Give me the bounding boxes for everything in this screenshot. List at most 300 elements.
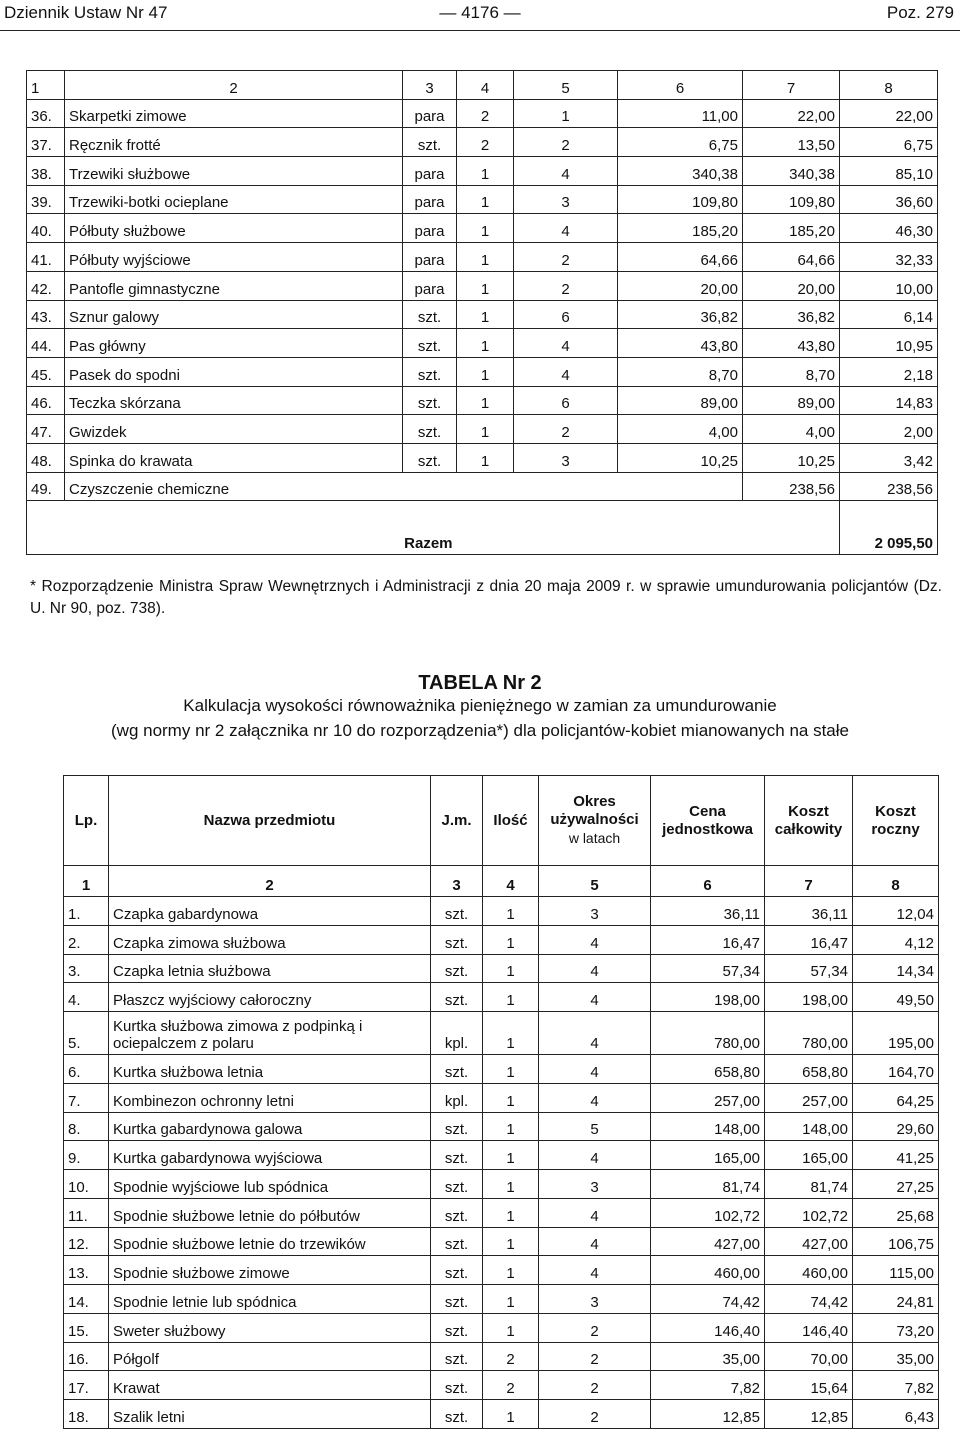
cell-unit-price: 11,00 [618,99,743,128]
cell-qty: 1 [483,897,539,926]
cell-qty: 1 [457,185,514,214]
col-number: 6 [651,866,765,897]
cell-unit: szt. [403,443,457,472]
cell-period: 6 [514,386,618,415]
cell-total-cost: 198,00 [765,983,853,1012]
table-row [64,897,939,926]
cell-lp: 39. [27,185,65,214]
cell-lp: 46. [27,386,65,415]
cell-unit: szt. [431,1141,483,1170]
cell-total-cost: 238,56 [743,472,840,501]
cell-unit: szt. [431,925,483,954]
cell-total-cost: 70,00 [765,1342,853,1371]
cell-unit-price: 7,82 [651,1371,765,1400]
table-row [27,271,938,300]
cell-qty: 1 [483,925,539,954]
cell-name: Trzewiki służbowe [65,157,403,186]
cell-name: Półbuty wyjściowe [65,243,403,272]
cell-unit: para [403,185,457,214]
cell-period: 1 [514,99,618,128]
col-header-price-line-2: jednostkowa [662,820,753,838]
cell-name: Spodnie służbowe zimowe [109,1256,431,1285]
cell-annual-cost: 24,81 [853,1285,939,1314]
cell-unit: szt. [431,1256,483,1285]
cell-unit: szt. [431,1285,483,1314]
cell-total-cost: 16,47 [765,925,853,954]
table-row [64,1012,939,1055]
table-row [64,1371,939,1400]
cell-annual-cost: 25,68 [853,1198,939,1227]
table-row [64,1400,939,1429]
cell-annual-cost: 35,00 [853,1342,939,1371]
table-row [64,1342,939,1371]
cell-name: Czapka gabardynowa [109,897,431,926]
cell-annual-cost: 22,00 [840,99,938,128]
table-row [64,1055,939,1084]
col-header-total-line-1: Koszt [788,802,829,820]
cell-qty: 1 [457,357,514,386]
cell-name: Ręcznik frotté [65,128,403,157]
cell-lp: 47. [27,415,65,444]
col-number: 3 [403,71,457,100]
cell-annual-cost: 164,70 [853,1055,939,1084]
sum-spacer [743,501,840,555]
table-row [64,1141,939,1170]
cell-annual-cost: 7,82 [853,1371,939,1400]
cell-total-cost: 13,50 [743,128,840,157]
cell-annual-cost: 115,00 [853,1256,939,1285]
col-number: 5 [514,71,618,100]
cell-period: 4 [539,1198,651,1227]
sum-label: Razem [27,501,743,555]
cell-name: Kurtka służbowa zimowa z podpinką i ociepalczem z polaru [109,1012,431,1055]
cell-unit-price: 658,80 [651,1055,765,1084]
cell-annual-cost: 85,10 [840,157,938,186]
col-number: 2 [109,866,431,897]
cell-unit: kpl. [431,1083,483,1112]
cell-name: Półgolf [109,1342,431,1371]
cell-name: Teczka skórzana [65,386,403,415]
cell-annual-cost: 10,95 [840,329,938,358]
cell-name: Sweter służbowy [109,1313,431,1342]
cell-name: Płaszcz wyjściowy całoroczny [109,983,431,1012]
cell-annual-cost: 14,34 [853,954,939,983]
col-header-name: Nazwa przedmiotu [109,776,431,866]
cell-period: 4 [514,357,618,386]
cell-name: Sznur galowy [65,300,403,329]
cell-lp: 42. [27,271,65,300]
table-row [64,1198,939,1227]
col-number: 1 [64,866,109,897]
cell-unit: para [403,157,457,186]
cell-qty: 1 [457,271,514,300]
cell-lp: 17. [64,1371,109,1400]
table-row [64,1227,939,1256]
cell-qty: 2 [483,1371,539,1400]
cell-name: Skarpetki zimowe [65,99,403,128]
cell-lp: 45. [27,357,65,386]
cell-annual-cost: 4,12 [853,925,939,954]
col-number: 8 [840,71,938,100]
cell-period: 2 [514,243,618,272]
cell-annual-cost: 73,20 [853,1313,939,1342]
cell-qty: 1 [483,954,539,983]
cell-unit: szt. [431,1371,483,1400]
cell-unit-price: 6,75 [618,128,743,157]
cell-total-cost: 74,42 [765,1285,853,1314]
col-header-total [765,776,853,866]
cell-annual-cost: 6,43 [853,1400,939,1429]
cell-period: 2 [539,1400,651,1429]
cell-qty: 1 [483,1083,539,1112]
cell-period: 3 [514,443,618,472]
cell-annual-cost: 64,25 [853,1083,939,1112]
cell-unit-price: 57,34 [651,954,765,983]
cell-unit: szt. [431,1342,483,1371]
table-2-number-row [64,866,939,897]
cell-name: Pasek do spodni [65,357,403,386]
table-row [27,357,938,386]
cell-annual-cost: 2,00 [840,415,938,444]
cell-unit: szt. [431,897,483,926]
cell-unit-price: 16,47 [651,925,765,954]
cell-qty: 1 [457,329,514,358]
cell-lp: 18. [64,1400,109,1429]
cell-period: 4 [539,1055,651,1084]
col-number: 4 [457,71,514,100]
cell-period: 4 [539,1227,651,1256]
cell-lp: 14. [64,1285,109,1314]
cell-lp: 8. [64,1112,109,1141]
cell-period: 4 [539,983,651,1012]
cell-total-cost: 57,34 [765,954,853,983]
table-row [64,1313,939,1342]
cell-annual-cost: 6,14 [840,300,938,329]
cell-name: Pantofle gimnastyczne [65,271,403,300]
cell-unit-price: 81,74 [651,1170,765,1199]
cell-annual-cost: 27,25 [853,1170,939,1199]
cell-total-cost: 109,80 [743,185,840,214]
cell-unit-price: 198,00 [651,983,765,1012]
cell-qty: 1 [483,1112,539,1141]
cell-name: Spinka do krawata [65,443,403,472]
cell-qty: 2 [483,1342,539,1371]
cell-unit: szt. [403,415,457,444]
cell-name: Pas główny [65,329,403,358]
cell-annual-cost: 12,04 [853,897,939,926]
cell-unit-price: 102,72 [651,1198,765,1227]
cell-qty: 1 [483,1170,539,1199]
cell-unit: kpl. [431,1012,483,1055]
cell-unit: szt. [403,329,457,358]
table-row [27,99,938,128]
table-row [27,386,938,415]
col-header-period-line-2: używalności [550,811,639,828]
table-row [27,415,938,444]
sum-row [27,501,938,555]
cell-lp: 36. [27,99,65,128]
cell-unit-price: 10,25 [618,443,743,472]
cell-unit: para [403,214,457,243]
col-header-qty: Ilość [483,776,539,866]
table-row [64,983,939,1012]
cell-annual-cost: 36,60 [840,185,938,214]
col-number: 3 [431,866,483,897]
col-header-period [539,776,651,866]
cell-unit-price: 89,00 [618,386,743,415]
cell-unit-price: 35,00 [651,1342,765,1371]
table-1-number-row [27,71,938,100]
cell-lp: 16. [64,1342,109,1371]
cell-lp: 12. [64,1227,109,1256]
cell-unit-price: 340,38 [618,157,743,186]
cell-unit: para [403,271,457,300]
table-row [64,1083,939,1112]
cell-unit-price: 109,80 [618,185,743,214]
cell-unit-price: 185,20 [618,214,743,243]
cell-name: Półbuty służbowe [65,214,403,243]
cell-qty: 2 [457,128,514,157]
cell-name: Kurtka gabardynowa wyjściowa [109,1141,431,1170]
cell-lp: 37. [27,128,65,157]
cell-unit: szt. [431,983,483,1012]
cell-unit: szt. [403,357,457,386]
cell-total-cost: 780,00 [765,1012,853,1055]
table-row [64,925,939,954]
cell-qty: 2 [457,99,514,128]
col-header-annual-line-2: roczny [871,820,920,838]
cell-period: 4 [539,1083,651,1112]
cell-period: 2 [539,1313,651,1342]
cell-total-cost: 10,25 [743,443,840,472]
cell-lp: 1. [64,897,109,926]
cell-annual-cost: 2,18 [840,357,938,386]
cell-total-cost: 12,85 [765,1400,853,1429]
cell-unit: szt. [431,1198,483,1227]
sum-value: 2 095,50 [840,501,938,555]
table-row [27,300,938,329]
cell-qty: 1 [483,1055,539,1084]
cell-qty: 1 [457,415,514,444]
cell-lp: 43. [27,300,65,329]
page-header [0,0,960,31]
cell-qty: 1 [483,1012,539,1055]
page-number: — 4176 — [439,3,521,22]
table-row [27,472,938,501]
cell-annual-cost: 6,75 [840,128,938,157]
footnote: * Rozporządzenie Ministra Spraw Wewnętrznych i Administracji z dnia 20 maja 2009 r. w sprawie umundurowania policjantów (Dz. U. Nr 90, poz. 738). [30,578,942,617]
col-header-annual [853,776,939,866]
cell-total-cost: 89,00 [743,386,840,415]
cell-name: Szalik letni [109,1400,431,1429]
col-header-period-line-3: w latach [568,830,621,846]
table-1-body [27,71,938,555]
cell-unit: szt. [403,300,457,329]
cell-total-cost: 427,00 [765,1227,853,1256]
cell-qty: 1 [457,243,514,272]
cell-total-cost: 8,70 [743,357,840,386]
cell-total-cost: 102,72 [765,1198,853,1227]
table-2 [63,775,939,1429]
cell-qty: 1 [457,300,514,329]
cell-name: Gwizdek [65,415,403,444]
cell-lp: 6. [64,1055,109,1084]
cell-total-cost: 257,00 [765,1083,853,1112]
table-2-subtitle-line-2: (wg normy nr 2 załącznika nr 10 do rozporządzenia*) dla policjantów-kobiet mianowanych na stałe [111,721,849,740]
cell-annual-cost: 3,42 [840,443,938,472]
cell-unit-price: 8,70 [618,357,743,386]
cell-name: Czapka zimowa służbowa [109,925,431,954]
cell-lp: 41. [27,243,65,272]
col-number: 1 [27,71,65,100]
table-row [64,954,939,983]
cell-unit-price: 43,80 [618,329,743,358]
cell-annual-cost: 14,83 [840,386,938,415]
cell-unit-price: 36,11 [651,897,765,926]
col-number: 7 [765,866,853,897]
col-header-unit: J.m. [431,776,483,866]
cell-unit: szt. [403,128,457,157]
cell-lp: 3. [64,954,109,983]
cell-total-cost: 4,00 [743,415,840,444]
cell-total-cost: 36,11 [765,897,853,926]
cell-total-cost: 165,00 [765,1141,853,1170]
col-number: 8 [853,866,939,897]
cell-qty: 1 [457,443,514,472]
cell-unit-price: 148,00 [651,1112,765,1141]
col-header-annual-line-1: Koszt [875,802,916,820]
cell-total-cost: 36,82 [743,300,840,329]
cell-unit: szt. [431,1400,483,1429]
cell-unit-price: 74,42 [651,1285,765,1314]
cell-total-cost: 146,40 [765,1313,853,1342]
cell-unit-price: 20,00 [618,271,743,300]
cell-unit: szt. [431,1227,483,1256]
cell-unit: szt. [431,1055,483,1084]
cell-unit: szt. [431,1313,483,1342]
cell-total-cost: 22,00 [743,99,840,128]
cell-qty: 1 [483,1285,539,1314]
cell-name: Kurtka służbowa letnia [109,1055,431,1084]
cell-lp: 38. [27,157,65,186]
cell-period: 4 [514,214,618,243]
cell-total-cost: 148,00 [765,1112,853,1141]
cell-name: Spodnie służbowe letnie do trzewików [109,1227,431,1256]
table-1 [26,70,938,555]
cell-unit: para [403,99,457,128]
cell-total-cost: 64,66 [743,243,840,272]
cell-period: 6 [514,300,618,329]
cell-total-cost: 81,74 [765,1170,853,1199]
table-row [64,1285,939,1314]
col-header-price [651,776,765,866]
cell-period: 3 [514,185,618,214]
cell-lp: 2. [64,925,109,954]
table-row [27,214,938,243]
table-row [27,329,938,358]
cell-lp: 11. [64,1198,109,1227]
cell-qty: 1 [483,1400,539,1429]
cell-lp: 10. [64,1170,109,1199]
cell-unit: szt. [431,1170,483,1199]
cell-name: Kombinezon ochronny letni [109,1083,431,1112]
cell-qty: 1 [457,157,514,186]
cell-annual-cost: 49,50 [853,983,939,1012]
cell-qty: 1 [483,1313,539,1342]
cell-period: 5 [539,1112,651,1141]
cell-period: 4 [539,925,651,954]
cell-period: 4 [514,329,618,358]
cell-period: 4 [539,1256,651,1285]
cell-period: 2 [514,415,618,444]
table-2-subtitle-line-1: Kalkulacja wysokości równoważnika pieniężnego w zamian za umundurowanie [183,696,777,715]
cell-lp: 4. [64,983,109,1012]
cell-name: Trzewiki-botki ocieplane [65,185,403,214]
col-header-total-line-2: całkowity [774,820,843,838]
cell-unit-price: 64,66 [618,243,743,272]
cell-total-cost: 185,20 [743,214,840,243]
cell-unit: szt. [431,1112,483,1141]
cell-unit-price: 36,82 [618,300,743,329]
cell-lp: 44. [27,329,65,358]
table-row [27,157,938,186]
cell-total-cost: 43,80 [743,329,840,358]
cell-unit: para [403,243,457,272]
cell-total-cost: 15,64 [765,1371,853,1400]
cell-lp: 7. [64,1083,109,1112]
col-header-lp: Lp. [64,776,109,866]
cell-lp: 9. [64,1141,109,1170]
cell-unit-price: 780,00 [651,1012,765,1055]
cell-name: Czyszczenie chemiczne [65,472,743,501]
cell-unit-price: 165,00 [651,1141,765,1170]
cell-period: 3 [539,1285,651,1314]
table-2-title: TABELA Nr 2 [418,672,542,694]
table-row [27,243,938,272]
cell-lp: 48. [27,443,65,472]
cell-annual-cost: 41,25 [853,1141,939,1170]
cell-period: 4 [539,1012,651,1055]
cell-lp: 13. [64,1256,109,1285]
cell-period: 3 [539,1170,651,1199]
cell-name: Krawat [109,1371,431,1400]
cell-name: Czapka letnia służbowa [109,954,431,983]
cell-name: Spodnie służbowe letnie do półbutów [109,1198,431,1227]
cell-period: 2 [514,271,618,300]
col-header-price-line-1: Cena [689,802,726,820]
cell-annual-cost: 106,75 [853,1227,939,1256]
cell-lp: 5. [64,1012,109,1055]
cell-qty: 1 [483,1227,539,1256]
cell-period: 3 [539,897,651,926]
cell-period: 2 [539,1342,651,1371]
cell-annual-cost: 29,60 [853,1112,939,1141]
cell-total-cost: 658,80 [765,1055,853,1084]
cell-unit-price: 257,00 [651,1083,765,1112]
table-row [64,1112,939,1141]
cell-period: 4 [539,1141,651,1170]
col-number: 2 [65,71,403,100]
col-number: 7 [743,71,840,100]
table-2-header-row [64,776,939,866]
cell-qty: 1 [457,386,514,415]
position-number: Poz. 279 [886,3,954,22]
cell-lp: 40. [27,214,65,243]
cell-unit: szt. [431,954,483,983]
cell-annual-cost: 238,56 [840,472,938,501]
cell-name: Kurtka gabardynowa galowa [109,1112,431,1141]
table-row [27,443,938,472]
